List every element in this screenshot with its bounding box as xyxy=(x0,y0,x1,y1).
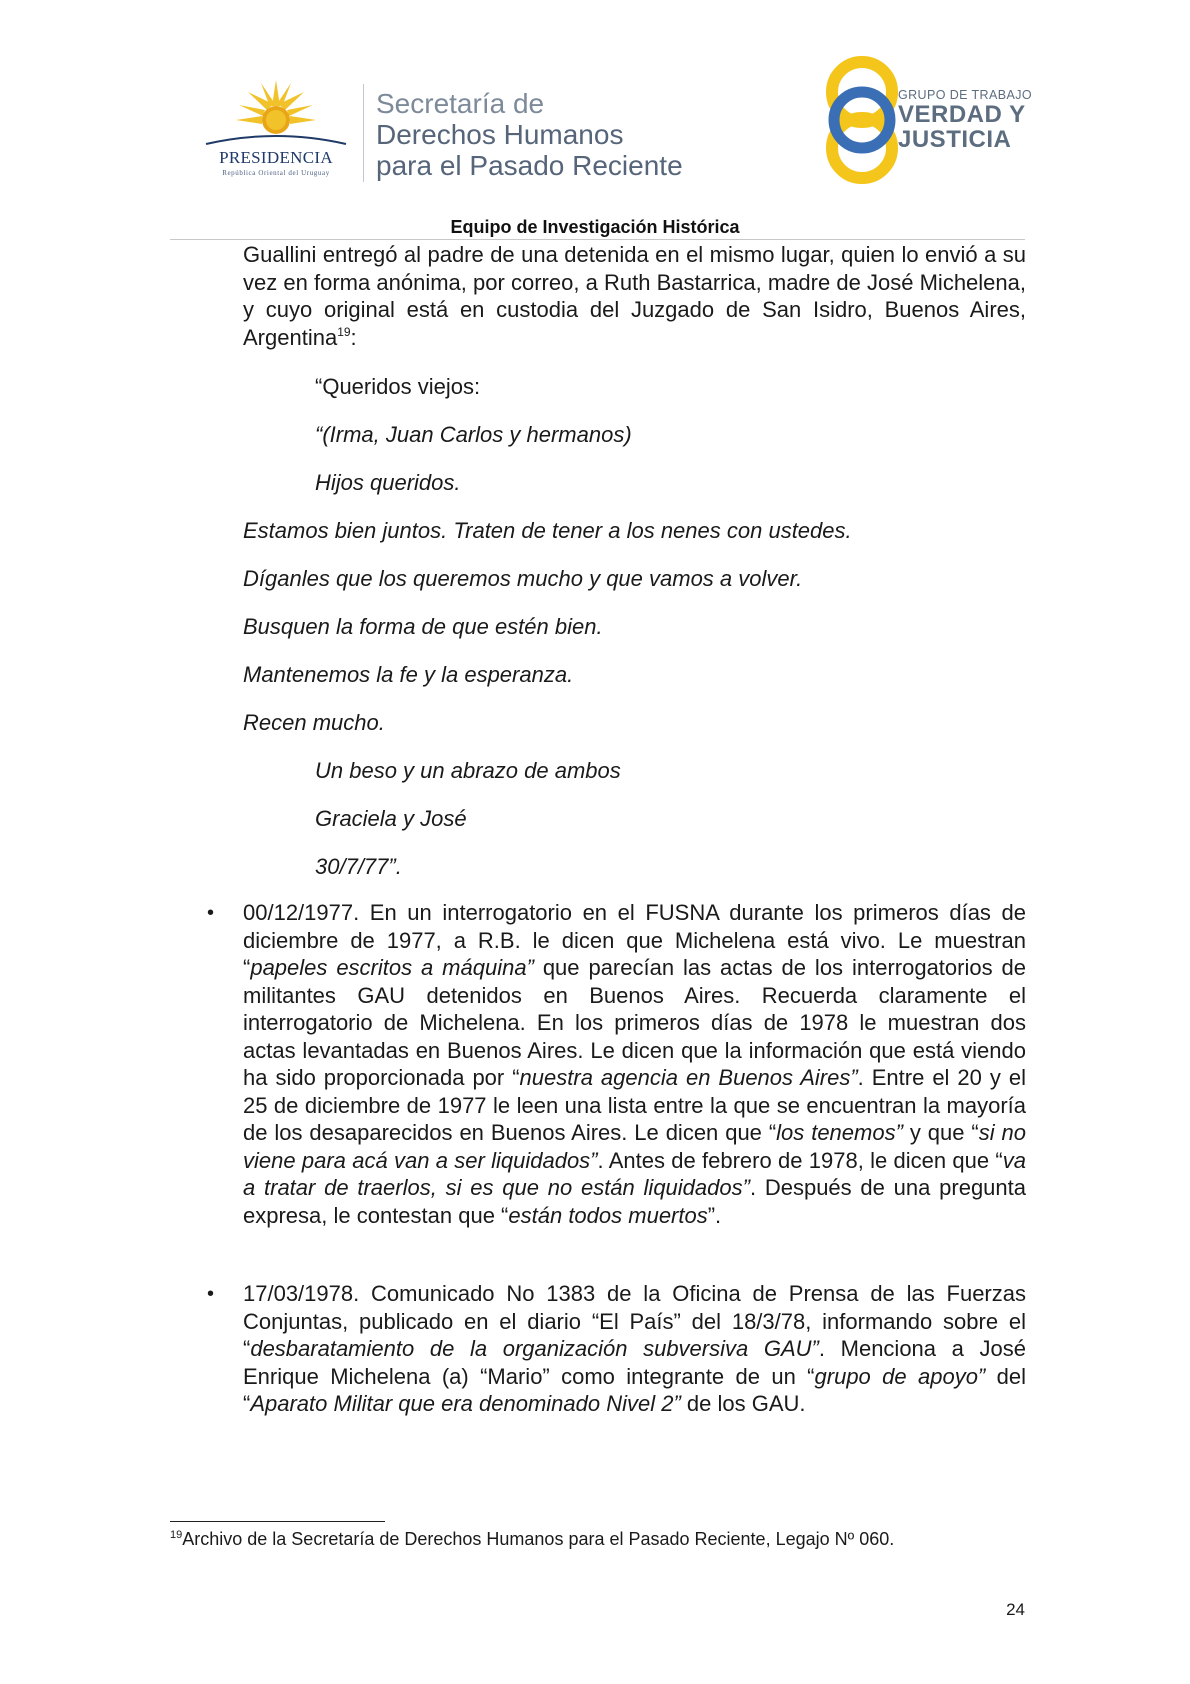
logo-divider xyxy=(363,84,364,182)
letter-line: “Queridos viejos: xyxy=(315,374,481,399)
secretaria-logo-text xyxy=(376,88,683,181)
text-run: . Antes de febrero de 1978, le dicen que “ xyxy=(597,1147,1003,1173)
text-run: de los GAU. xyxy=(680,1391,806,1416)
team-title: Equipo de Investigación Histórica xyxy=(450,217,740,237)
vj-line-1: VERDAD Y xyxy=(898,101,1026,128)
verdad-justicia-text xyxy=(898,88,1032,152)
bullet-marker: • xyxy=(207,1283,215,1305)
italic-run: nuestra agencia en Buenos Aires” xyxy=(519,1065,858,1090)
italic-run: si no viene para acá van a ser liquidados” xyxy=(243,1120,1026,1173)
vj-line-2: JUSTICIA xyxy=(898,126,1012,153)
bullet-paragraph-2 xyxy=(243,1280,1026,1418)
text-run: . Después de una pregunta expresa, le contestan que “ xyxy=(243,1175,1026,1228)
letter-line: Recen mucho. xyxy=(243,710,385,735)
letter-line: 30/7/77”. xyxy=(315,854,402,879)
text-run: que parecían las actas de los interrogatorios de militantes GAU detenidos en Buenos Aires. Recuerda claramente el interrogatorio de Michelena. En los primeros días de 1978 le muestran dos actas levantadas en Buenos Aires. Le dicen que la información que está viendo ha sido proporcionada por “ xyxy=(243,955,1026,1090)
secretaria-line-1: Secretaría de xyxy=(376,88,545,119)
sun-emblem-icon xyxy=(196,78,356,148)
presidencia-logo xyxy=(196,78,356,178)
text-run: del “ xyxy=(243,1363,1026,1416)
footnote-number: 19 xyxy=(170,1529,183,1541)
letter-line: Díganles que los queremos mucho y que vamos a volver. xyxy=(243,566,803,591)
letter-line: “(Irma, Juan Carlos y hermanos) xyxy=(315,422,632,447)
italic-run: va a tratar de traerlos, si es que no están liquidados” xyxy=(243,1147,1026,1200)
secretaria-line-2: Derechos Humanos xyxy=(376,119,624,150)
footnote-rule xyxy=(170,1521,385,1522)
bullet-marker: • xyxy=(207,902,215,924)
italic-run: Aparato Militar que era denominado Nivel 2” xyxy=(250,1391,681,1416)
text-run: ”. xyxy=(707,1202,722,1228)
letter-line: Estamos bien juntos. Traten de tener a los nenes con ustedes. xyxy=(243,518,852,543)
presidencia-name: PRESIDENCIA xyxy=(219,148,333,167)
text-run: 00/12/1977. En un interrogatorio en el FUSNA durante los primeros días de diciembre de 1977, a R.B. le dicen que Michelena está vivo. Le muestran “ xyxy=(243,900,1026,980)
italic-run: grupo de apoyo” xyxy=(814,1363,986,1389)
letter-line: Un beso y un abrazo de ambos xyxy=(315,758,621,783)
page-number: 24 xyxy=(1006,1600,1025,1619)
italic-run: papeles escritos a máquina” xyxy=(250,955,534,980)
vj-group-label: GRUPO DE TRABAJO xyxy=(898,88,1032,102)
letter-line: Hijos queridos. xyxy=(315,470,461,495)
footnote-text: Archivo de la Secretaría de Derechos Humanos para el Pasado Reciente, Legajo Nº 060. xyxy=(182,1529,895,1549)
presidencia-subtitle: República Oriental del Uruguay xyxy=(222,169,330,177)
secretaria-line-3: para el Pasado Reciente xyxy=(376,150,683,181)
letter-line: Graciela y José xyxy=(315,806,467,831)
header-rule xyxy=(170,239,1025,240)
text-run: . Menciona a José Enrique Michelena (a) “Mario” como integrante de un “ xyxy=(243,1336,1027,1389)
footnote-ref: 19 xyxy=(337,324,351,339)
italic-run: los tenemos” xyxy=(776,1120,903,1145)
intro-paragraph xyxy=(243,241,1026,351)
text-run: . Entre el 20 y el 25 de diciembre de 1977 le leen una lista entre la que se encuentran la mayoría de los desaparecidos en Buenos Aires. Le dicen que “ xyxy=(243,1065,1026,1145)
italic-run: están todos muertos xyxy=(508,1202,708,1228)
italic-run: desbaratamiento de la organización subversiva GAU” xyxy=(250,1336,819,1361)
text-run: 17/03/1978. Comunicado No 1383 de la Oficina de Prensa de las Fuerzas Conjuntas, publicado en el diario “El País” del 18/3/78, informando sobre el “ xyxy=(243,1281,1026,1361)
letter-line: Mantenemos la fe y la esperanza. xyxy=(243,662,574,687)
footnote xyxy=(170,1529,894,1550)
intro-text: Guallini entregó al padre de una detenida en el mismo lugar, quien lo envió a su vez en forma anónima, por correo, a Ruth Bastarrica, madre de José Michelena, y cuyo original está en custodia del Juzgado de San Isidro, Buenos Aires, Argentina xyxy=(243,242,1026,350)
intro-tail: : xyxy=(350,324,357,350)
page-header xyxy=(0,0,1190,240)
letter-line: Busquen la forma de que estén bien. xyxy=(243,614,603,639)
bullet-paragraph-1 xyxy=(243,899,1026,1229)
text-run: y que “ xyxy=(902,1120,979,1145)
